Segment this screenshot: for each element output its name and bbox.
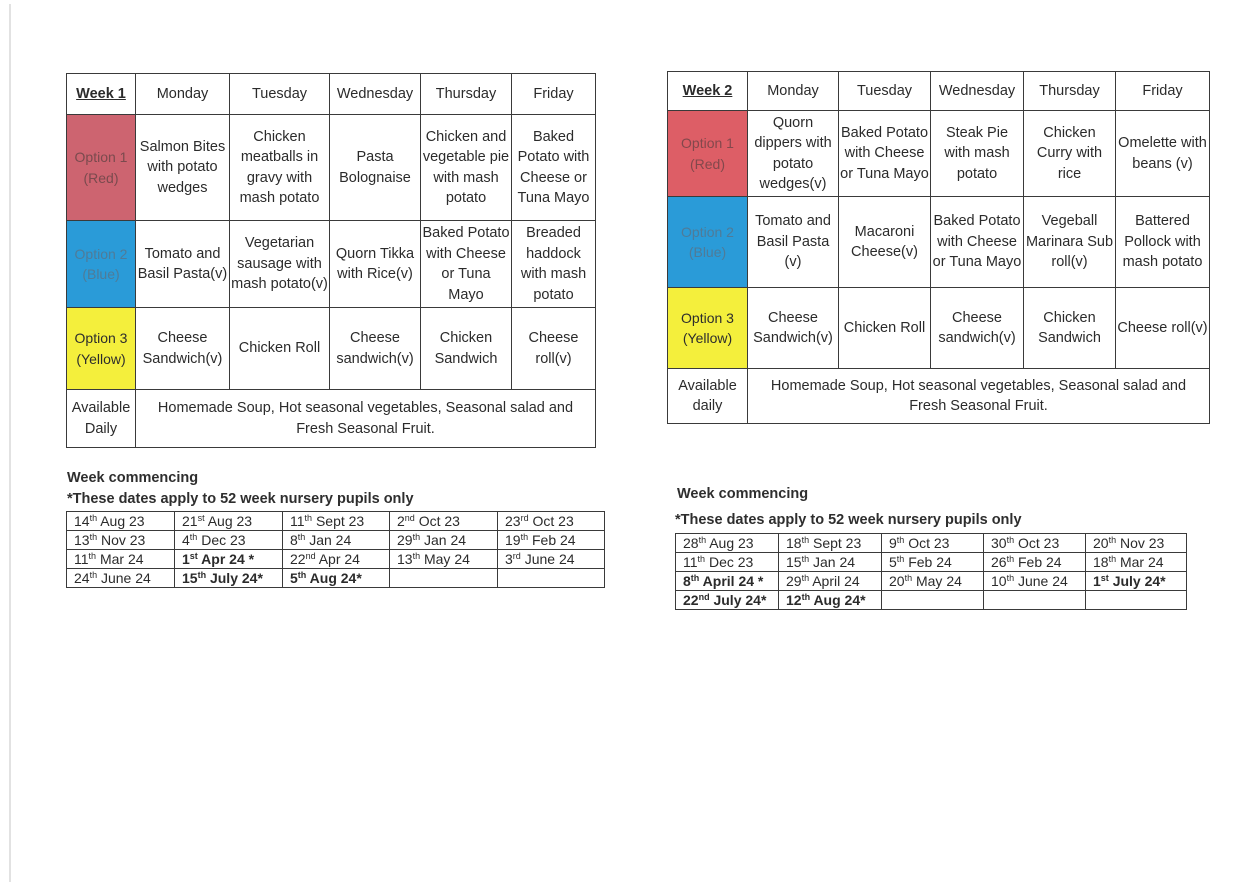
meal-cell: Cheese Sandwich(v) [136,308,230,390]
week2-menu-table [667,71,1210,424]
date-cell [676,534,779,553]
option2-label: Option 2 (Blue) [67,221,136,308]
date-ordinal-suffix: th [89,513,98,523]
available-daily-text: Homemade Soup, Hot seasonal vegetables, Seasonal salad and Fresh Seasonal Fruit. [136,390,596,448]
date-day: 24 [74,570,90,586]
date-month-year: June 24 [520,551,575,567]
date-month-year: April 24 [809,573,860,589]
meal-cell: Quorn dippers with potato wedges(v) [748,111,839,197]
week2-dates-note: *These dates apply to 52 week nursery pupils only [675,512,1022,528]
meal-cell: Cheese sandwich(v) [330,308,421,390]
date-cell [1086,534,1187,553]
date-ordinal-suffix: th [1006,535,1015,545]
available-daily-text: Homemade Soup, Hot seasonal vegetables, Seasonal salad and Fresh Seasonal Fruit. [748,369,1210,424]
dates-row [67,550,605,569]
date-cell [283,512,390,531]
date-cell [67,569,175,588]
date-cell [984,553,1086,572]
date-cell [984,572,1086,591]
date-day: 13 [74,532,90,548]
date-ordinal-suffix: th [896,554,905,564]
option1-label: Option 1 (Red) [67,115,136,221]
date-cell [390,569,498,588]
meal-cell: Battered Pollock with mash potato [1116,197,1210,288]
date-month-year: Feb 24 [1014,554,1062,570]
date-day: 1 [182,551,190,567]
date-month-year: Aug 24* [810,592,866,608]
date-cell [390,531,498,550]
date-ordinal-suffix: th [698,535,707,545]
option3-label: Option 3 (Yellow) [668,288,748,369]
date-day: 22 [290,551,306,567]
day-header-monday: Monday [748,72,839,111]
meal-cell: Chicken Roll [230,308,330,390]
date-ordinal-suffix: th [801,535,810,545]
date-cell [779,534,882,553]
scan-page-edge [9,4,11,882]
date-month-year: June 24 [1014,573,1068,589]
option2-label: Option 2 (Blue) [668,197,748,288]
dates-row [676,572,1187,591]
option1-row [668,111,1210,197]
date-ordinal-suffix: th [801,573,810,583]
date-day: 29 [786,573,802,589]
meal-cell: Steak Pie with mash potato [931,111,1024,197]
dates-row [676,591,1187,610]
date-ordinal-suffix: th [297,570,307,580]
date-month-year: Dec 23 [705,554,754,570]
date-month-year: Apr 24 * [197,551,255,567]
date-day: 26 [991,554,1007,570]
header-row [668,72,1210,111]
date-day: 22 [683,592,699,608]
date-cell [676,572,779,591]
date-cell [1086,572,1187,591]
meal-cell: Tomato and Basil Pasta(v) [136,221,230,308]
option1-row [67,115,596,221]
date-ordinal-suffix: th [801,554,810,564]
meal-cell: Chicken Roll [839,288,931,369]
meal-cell: Cheese roll(v) [512,308,596,390]
date-ordinal-suffix: th [697,554,706,564]
meal-cell: Chicken meatballs in gravy with mash potato [230,115,330,221]
date-day: 8 [683,573,691,589]
date-cell [390,550,498,569]
date-month-year: Dec 23 [197,532,246,548]
date-month-year: Oct 23 [414,513,460,529]
date-cell [882,553,984,572]
date-day: 21 [182,513,198,529]
date-cell [779,553,882,572]
date-month-year: Jan 24 [420,532,467,548]
date-ordinal-suffix: st [1100,573,1109,583]
date-month-year: Oct 23 [904,535,950,551]
meal-cell: Baked Potato with Cheese or Tuna Mayo [421,221,512,308]
option2-row [67,221,596,308]
option1-label: Option 1 (Red) [668,111,748,197]
date-ordinal-suffix: th [89,570,98,580]
week2-dates-table [675,533,1187,610]
date-month-year: Aug 23 [706,535,754,551]
date-cell [676,591,779,610]
meal-cell: Chicken Sandwich [1024,288,1116,369]
date-month-year: Jan 24 [305,532,352,548]
date-month-year: Aug 23 [97,513,145,529]
date-day: 28 [683,535,699,551]
date-cell [67,550,175,569]
date-ordinal-suffix: th [1006,554,1015,564]
meal-cell: Cheese roll(v) [1116,288,1210,369]
date-day: 19 [505,532,521,548]
date-cell [283,550,390,569]
date-ordinal-suffix: th [1108,535,1117,545]
date-ordinal-suffix: rd [520,513,529,523]
date-month-year: Oct 23 [1014,535,1060,551]
date-month-year: Feb 24 [904,554,952,570]
date-day: 4 [182,532,190,548]
meal-cell: Pasta Bolognaise [330,115,421,221]
date-month-year: April 24 * [699,573,764,589]
date-day: 5 [889,554,897,570]
daily-row [668,369,1210,424]
date-month-year: Apr 24 [315,551,360,567]
dates-row [67,569,605,588]
meal-cell: Vegeball Marinara Sub roll(v) [1024,197,1116,288]
meal-cell: Tomato and Basil Pasta (v) [748,197,839,288]
date-cell [283,569,390,588]
date-month-year: Sept 23 [809,535,862,551]
date-cell [676,553,779,572]
date-day: 15 [182,570,198,586]
date-month-year: Jan 24 [809,554,856,570]
date-month-year: July 24* [709,592,767,608]
available-daily-label: Available daily [668,369,748,424]
meal-cell: Quorn Tikka with Rice(v) [330,221,421,308]
date-month-year: Sept 23 [312,513,365,529]
date-ordinal-suffix: th [89,532,98,542]
date-day: 3 [505,551,513,567]
date-day: 1 [1093,573,1101,589]
date-cell [498,569,605,588]
meal-cell: Cheese sandwich(v) [931,288,1024,369]
option2-row [668,197,1210,288]
option3-label: Option 3 (Yellow) [67,308,136,390]
date-cell [882,572,984,591]
date-cell [779,572,882,591]
date-cell [390,512,498,531]
date-day: 8 [290,532,298,548]
date-ordinal-suffix: th [520,532,529,542]
date-ordinal-suffix: th [88,551,97,561]
date-day: 30 [991,535,1007,551]
date-ordinal-suffix: th [1006,573,1015,583]
date-month-year: July 24* [206,570,263,586]
date-ordinal-suffix: th [412,551,421,561]
date-cell [67,512,175,531]
week1-dates-heading: Week commencing [67,470,199,486]
date-cell [67,531,175,550]
date-cell [498,550,605,569]
date-ordinal-suffix: th [297,532,306,542]
date-cell [175,512,283,531]
date-month-year: Aug 24* [306,570,362,586]
dates-row [67,512,605,531]
date-ordinal-suffix: rd [512,551,521,561]
date-month-year: May 24 [912,573,962,589]
date-ordinal-suffix: nd [698,592,710,602]
option3-row [668,288,1210,369]
week-title: Week 2 [668,72,748,111]
day-header-tuesday: Tuesday [230,74,330,115]
date-day: 23 [505,513,521,529]
date-cell [175,531,283,550]
date-day: 18 [786,535,802,551]
date-ordinal-suffix: th [801,592,811,602]
meal-cell: Macaroni Cheese(v) [839,197,931,288]
daily-row [67,390,596,448]
day-header-friday: Friday [1116,72,1210,111]
date-cell [1086,591,1187,610]
date-day: 20 [1093,535,1109,551]
date-cell [882,591,984,610]
date-ordinal-suffix: th [1108,554,1117,564]
date-month-year: Feb 24 [528,532,576,548]
meal-cell: Chicken and vegetable pie with mash potato [421,115,512,221]
day-header-thursday: Thursday [1024,72,1116,111]
date-month-year: Nov 23 [97,532,146,548]
date-day: 2 [397,513,405,529]
date-cell [882,534,984,553]
date-month-year: July 24* [1108,573,1166,589]
date-month-year: May 24 [420,551,470,567]
day-header-tuesday: Tuesday [839,72,931,111]
date-ordinal-suffix: nd [305,551,316,561]
date-ordinal-suffix: th [690,573,700,583]
date-day: 11 [74,551,89,567]
date-day: 29 [397,532,413,548]
meal-cell: Chicken Sandwich [421,308,512,390]
date-cell [984,591,1086,610]
date-ordinal-suffix: th [304,513,313,523]
header-row [67,74,596,115]
week2-dates-heading: Week commencing [677,486,809,502]
option3-row [67,308,596,390]
date-day: 13 [397,551,413,567]
week1-dates-table [66,511,605,588]
date-ordinal-suffix: st [197,513,205,523]
date-ordinal-suffix: th [197,570,207,580]
date-ordinal-suffix: th [189,532,198,542]
meal-cell: Baked Potato with Cheese or Tuna Mayo [931,197,1024,288]
meal-cell: Omelette with beans (v) [1116,111,1210,197]
dates-row [676,553,1187,572]
date-day: 15 [786,554,802,570]
date-month-year: Nov 23 [1116,535,1165,551]
meal-cell: Cheese Sandwich(v) [748,288,839,369]
date-cell [175,569,283,588]
date-day: 11 [290,513,305,529]
date-cell [498,531,605,550]
date-month-year: June 24 [97,570,151,586]
dates-row [67,531,605,550]
date-month-year: Aug 23 [204,513,253,529]
meal-cell: Vegetarian sausage with mash potato(v) [230,221,330,308]
date-ordinal-suffix: th [896,535,905,545]
date-day: 10 [991,573,1007,589]
day-header-monday: Monday [136,74,230,115]
date-day: 14 [74,513,90,529]
day-header-friday: Friday [512,74,596,115]
date-cell [984,534,1086,553]
date-day: 20 [889,573,905,589]
day-header-wednesday: Wednesday [330,74,421,115]
date-ordinal-suffix: nd [404,513,415,523]
week1-menu-table [66,73,596,448]
meal-cell: Baked Potato with Cheese or Tuna Mayo [839,111,931,197]
week1-dates-note: *These dates apply to 52 week nursery pupils only [67,491,414,507]
date-ordinal-suffix: th [904,573,913,583]
date-day: 12 [786,592,802,608]
week-title: Week 1 [67,74,136,115]
available-daily-label: Available Daily [67,390,136,448]
date-day: 18 [1093,554,1109,570]
date-cell [498,512,605,531]
meal-cell: Baked Potato with Cheese or Tuna Mayo [512,115,596,221]
day-header-thursday: Thursday [421,74,512,115]
meal-cell: Chicken Curry with rice [1024,111,1116,197]
day-header-wednesday: Wednesday [931,72,1024,111]
date-cell [779,591,882,610]
date-day: 9 [889,535,897,551]
date-day: 5 [290,570,298,586]
date-cell [1086,553,1187,572]
date-month-year: Oct 23 [528,513,574,529]
meal-cell: Breaded haddock with mash potato [512,221,596,308]
date-month-year: Mar 24 [1116,554,1164,570]
date-ordinal-suffix: st [189,551,198,561]
dates-row [676,534,1187,553]
date-cell [175,550,283,569]
meal-cell: Salmon Bites with potato wedges [136,115,230,221]
date-cell [283,531,390,550]
date-day: 11 [683,554,698,570]
date-ordinal-suffix: th [412,532,421,542]
date-month-year: Mar 24 [96,551,144,567]
